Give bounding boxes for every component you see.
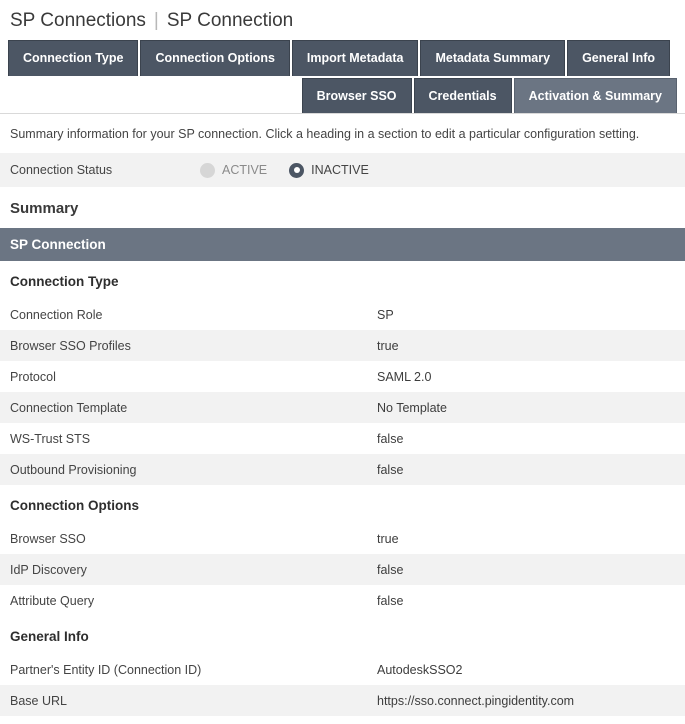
connection-status-row: [0, 153, 685, 187]
row-value: false: [377, 431, 404, 446]
table-row: [0, 454, 685, 485]
row-value: SAML 2.0: [377, 369, 432, 384]
row-value: true: [377, 338, 399, 353]
row-key: Outbound Provisioning: [10, 462, 137, 477]
page-description: Summary information for your SP connection. Click a heading in a section to edit a particular configuration setting.: [10, 127, 640, 141]
row-value: false: [377, 593, 404, 608]
tab-connection-type[interactable]: Connection Type: [8, 40, 138, 76]
section-title-connection-type[interactable]: Connection Type: [10, 274, 119, 289]
breadcrumb-current: SP Connection: [166, 10, 294, 31]
row-key: IdP Discovery: [10, 562, 87, 577]
row-value: true: [377, 531, 399, 546]
table-row: [0, 554, 685, 585]
tab-activation-and-summary[interactable]: Activation & Summary: [514, 78, 677, 114]
tab-connection-options[interactable]: Connection Options: [140, 40, 289, 76]
row-key: Browser SSO Profiles: [10, 338, 131, 353]
status-option-active[interactable]: [200, 163, 267, 178]
status-option-inactive[interactable]: [289, 163, 369, 178]
row-value: false: [377, 562, 404, 577]
connection-status-label: Connection Status: [10, 163, 113, 177]
connection-status-radio-group: [200, 163, 369, 178]
tab-browser-sso[interactable]: Browser SSO: [302, 78, 412, 114]
section-title-general-info[interactable]: General Info: [10, 629, 89, 644]
secondary-tab-bar: [0, 78, 685, 114]
radio-active-icon[interactable]: [200, 163, 215, 178]
summary-heading: Summary: [0, 187, 685, 228]
row-value: AutodeskSSO2: [377, 662, 463, 677]
tab-credentials[interactable]: Credentials: [414, 78, 512, 114]
tab-import-metadata[interactable]: Import Metadata: [292, 40, 419, 76]
status-option-active-label: ACTIVE: [222, 163, 268, 177]
radio-inactive-icon[interactable]: [289, 163, 304, 178]
row-key: Browser SSO: [10, 531, 86, 546]
table-row: [0, 361, 685, 392]
table-row: [0, 523, 685, 554]
tab-metadata-summary[interactable]: Metadata Summary: [420, 40, 565, 76]
status-option-inactive-label: INACTIVE: [311, 163, 369, 177]
row-value: https://sso.connect.pingidentity.com: [377, 693, 575, 708]
table-row: [0, 392, 685, 423]
table-row: [0, 423, 685, 454]
section-title-connection-options[interactable]: Connection Options: [10, 498, 139, 513]
breadcrumb-parent[interactable]: SP Connections: [10, 10, 146, 31]
tab-general-info[interactable]: General Info: [567, 40, 670, 76]
row-value: SP: [377, 307, 394, 322]
row-key: Partner's Entity ID (Connection ID): [10, 662, 202, 677]
row-value: No Template: [377, 400, 447, 415]
table-row: [0, 685, 685, 716]
table-row: [0, 654, 685, 685]
breadcrumb-separator: |: [153, 10, 159, 31]
table-row: [0, 585, 685, 616]
row-key: Connection Role: [10, 307, 103, 322]
row-key: Protocol: [10, 369, 56, 384]
breadcrumb: [0, 0, 685, 40]
sp-connection-band: SP Connection: [0, 228, 685, 261]
table-row: [0, 330, 685, 361]
table-row: [0, 299, 685, 330]
primary-tab-bar: [0, 40, 685, 76]
row-key: WS-Trust STS: [10, 431, 91, 446]
row-value: false: [377, 462, 404, 477]
row-key: Connection Template: [10, 400, 128, 415]
row-key: Base URL: [10, 693, 67, 708]
row-key: Attribute Query: [10, 593, 95, 608]
